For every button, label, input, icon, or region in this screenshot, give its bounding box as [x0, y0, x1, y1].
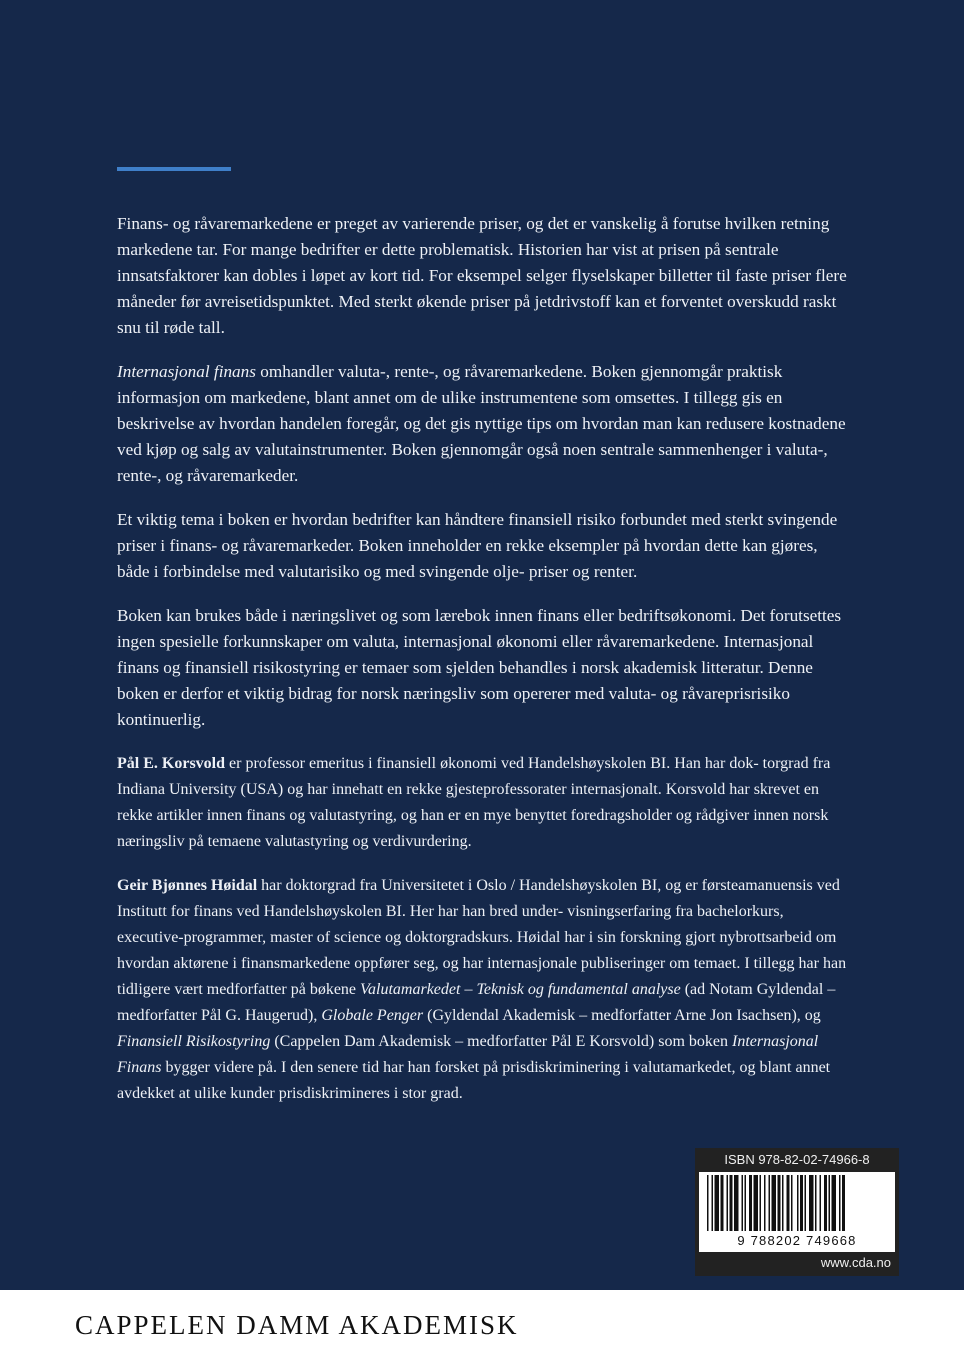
author-bio-text: (ad Notam Gyldendal – medforfatter Pål G. Haugerud), [117, 981, 836, 1024]
intro-paragraph-3: Et viktig tema i boken er hvordan bedrifter kan håndtere finansiell risiko forbundet med sterkt svingende priser i finans- og råvaremarkeder. Boken inneholder en rekke eksempler på hvordan dette kan gjøres, både i forbindelse med valutarisiko og med svingende olje- priser og renter. [117, 510, 838, 581]
author-bio-text: har doktorgrad fra Universitetet i Oslo / Handelshøyskolen BI, og er førsteamanuensis ved Institutt for finans ved Handelshøyskolen BI. Her har han bred under- visningserfaring fra bachelorkurs, executive-programmer, master of science og doktorgradskurs. Høidal har i sin forskning gjort nybrottsarbeid om hvordan aktørene i finansmarkedene oppfører seg, og har internasjonale publiseringer om temaet. I tillegg har han tidligere vært medforfatter på bøkene [117, 877, 847, 998]
book-title: Valutamarkedet – Teknisk og fundamental analyse [360, 981, 681, 998]
barcode-bar [707, 1175, 709, 1231]
barcode-bar [754, 1175, 759, 1231]
book-title: Internasjonal finans [117, 362, 256, 381]
barcode-bar [727, 1175, 729, 1231]
blurb-text [117, 211, 852, 1125]
accent-rule [117, 167, 231, 171]
barcode-bar [745, 1175, 747, 1231]
author-bio-text: bygger videre på. I den senere tid har han forsket på prisdiskriminering i valutamarkedet, og blant annet avdekket at ulike kunder prisdiskrimineres i stor grad. [117, 1059, 831, 1102]
barcode-bar [809, 1175, 814, 1231]
barcode-bar [824, 1175, 827, 1231]
author-name: Pål E. Korsvold [117, 755, 226, 772]
barcode-bar [764, 1175, 766, 1231]
author-name: Geir Bjønnes Høidal [117, 877, 258, 894]
barcode-bar [742, 1175, 744, 1231]
barcode-bar [815, 1175, 817, 1231]
barcode-digits: 9 788202 749668 [737, 1233, 857, 1248]
barcode-bar [800, 1175, 803, 1231]
author-bio-text: (Gyldendal Akademisk – medforfatter Arne Jon Isachsen), og [423, 1007, 821, 1024]
barcode-bar [782, 1175, 784, 1231]
barcode-box [695, 1148, 899, 1276]
barcode-bar [787, 1175, 790, 1231]
barcode-bars [707, 1175, 887, 1233]
publisher-logo: CAPPELEN DAMM AKADEMISK [75, 1310, 519, 1340]
barcode-bar [778, 1175, 781, 1231]
intro-paragraph-4: Boken kan brukes både i næringslivet og som lærebok innen finans eller bedriftsøkonomi. Det forutsettes ingen spesielle forkunnskaper om valuta, internasjonal økonomi eller råvaremarkedene. Internasjonal finans og finansiell risikostyring er temaer som sjelden behandles i norsk akademisk litteratur. Denne boken er derfor et viktig bidrag for norsk næringsliv som opererer med valuta- og råvareprisrisiko kontinuerlig. [117, 606, 842, 729]
website-url: www.cda.no [820, 1255, 891, 1270]
barcode-bar [791, 1175, 793, 1231]
author-bios [117, 751, 852, 1107]
author-bio-text: (Cappelen Dam Akademisk – medforfatter Pål E Korsvold) som boken [270, 1033, 732, 1050]
barcode-bar [721, 1175, 724, 1231]
intro-paragraph-2-text: omhandler valuta-, rente-, og råvaremarkedene. Boken gjennomgår praktisk informasjon om markedene, blant annet om de ulike instrumentene som omsettes. I tillegg gis en beskrivelse av hvordan handelen foregår, og det gis nyttige tips om hvordan man kan redusere kostnadene ved kjøp og salg av valutainstrumenter. Boken gjennomgår også noen sentrale sammenhenger i valuta-, rente-, og råvaremarkeder. [117, 362, 846, 485]
barcode-bar [730, 1175, 733, 1231]
barcode-bar [839, 1175, 841, 1231]
barcode-bar [772, 1175, 777, 1231]
author-bio-text: er professor emeritus i finansiell økonomi ved Handelshøyskolen BI. Han har dok- torgrad fra Indiana University (USA) og har innehatt en rekke gjesteprofessorater internasjonalt. Korsvold har skrevet en rekke artikler innen finans og valutastyring, og han er en mye benyttet foredragsholder og rådgiver innen norsk næringsliv på temaene valutastyring og verdivurdering. [117, 755, 831, 850]
barcode-bar [829, 1175, 831, 1231]
isbn-label: ISBN 978-82-02-74966-8 [724, 1152, 870, 1167]
barcode-bar [805, 1175, 807, 1231]
barcode-bar [712, 1175, 714, 1231]
book-title: Globale Penger [321, 1007, 424, 1024]
barcode-bar [797, 1175, 799, 1231]
author-bio-korsvold [117, 751, 852, 855]
barcode-bar [832, 1175, 837, 1231]
barcode-bar [842, 1175, 845, 1231]
book-title: Finansiell Risikostyring [117, 1033, 271, 1050]
intro-paragraph-2 [117, 359, 852, 489]
intro-paragraph-1: Finans- og råvaremarkedene er preget av varierende priser, og det er vanskelig å forutse hvilken retning markedene tar. For mange bedrifter er dette problematisk. Historien har vist at prisen på sentrale innsatsfaktorer kan dobles i løpet av kort tid. For eksempel selger flyselskaper billetter til faste priser flere måneder før avreisetidspunktet. Med sterkt økende priser på jetdrivstoff kan et forventet overskudd raskt snu til røde tall. [117, 214, 847, 337]
barcode-bar [820, 1175, 822, 1231]
barcode-bar [715, 1175, 720, 1231]
barcode-bar [769, 1175, 771, 1231]
book-title: Internasjonal Finans [117, 1033, 819, 1076]
barcode [699, 1172, 895, 1252]
barcode-bar [749, 1175, 752, 1231]
barcode-bar [734, 1175, 739, 1231]
author-bio-hoidal [117, 873, 852, 1107]
barcode-bar [760, 1175, 762, 1231]
